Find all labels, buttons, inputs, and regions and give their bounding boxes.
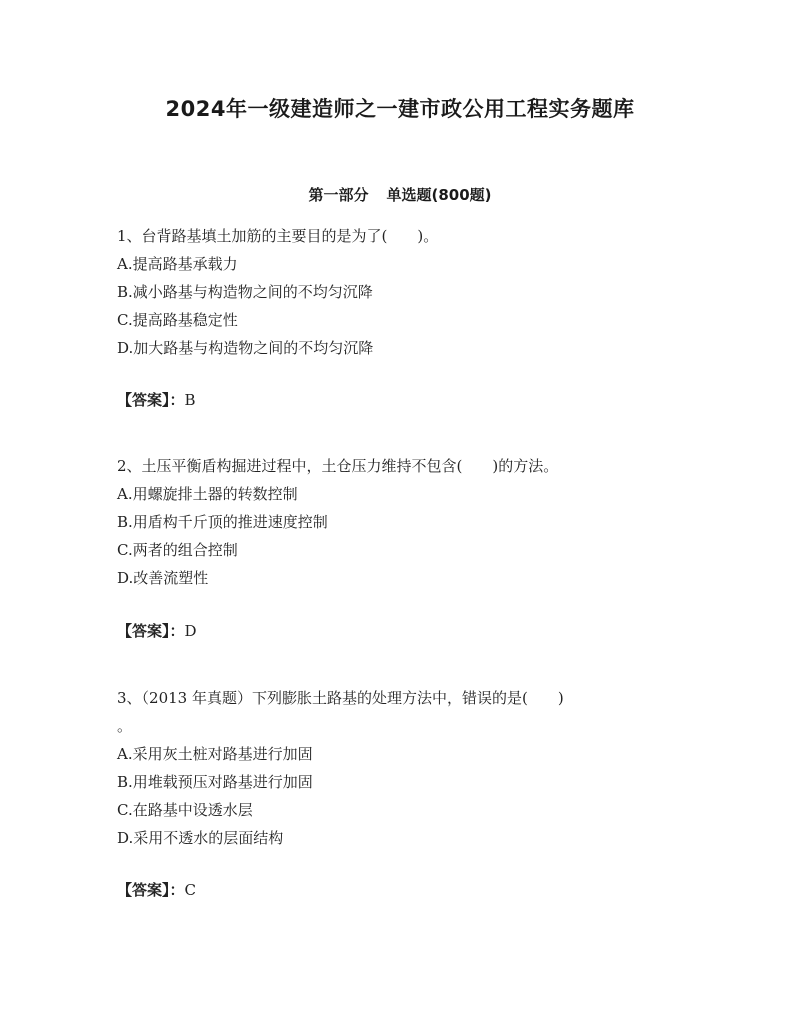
answer-label: 【答案】：: [117, 622, 185, 640]
section-name: 单选题(800题): [386, 186, 492, 204]
answer-value: C: [184, 881, 196, 899]
question-stem-line-1: 3、（2013 年真题）下列膨胀土路基的处理方法中，错误的是( ): [117, 689, 564, 707]
section-part: 第一部分: [308, 186, 369, 204]
answer-value: D: [184, 622, 197, 640]
question-stem: 2、土压平衡盾构掘进过程中，土仓压力维持不包含( )的方法。: [117, 457, 559, 475]
option-b: B.用堆载预压对路基进行加固: [117, 773, 313, 791]
question-stem-line-2: 。: [117, 717, 133, 735]
option-c: C.提高路基稳定性: [117, 311, 238, 329]
option-d: D.改善流塑性: [117, 569, 209, 587]
question-2: [117, 452, 677, 592]
answer-label: 【答案】：: [117, 881, 185, 899]
section-title: [0, 184, 800, 205]
answer-label: 【答案】：: [117, 391, 185, 409]
answer-value: B: [184, 391, 196, 409]
document-title: 2024年一级建造师之一建市政公用工程实务题库: [165, 97, 635, 121]
option-b: B.用盾构千斤顶的推进速度控制: [117, 513, 328, 531]
option-a: A.提高路基承载力: [117, 255, 238, 273]
answer-1: [117, 386, 196, 414]
answer-2: [117, 617, 197, 645]
answer-3: [117, 876, 196, 904]
option-c: C.在路基中设透水层: [117, 801, 253, 819]
option-d: D.采用不透水的层面结构: [117, 829, 284, 847]
question-1: [117, 222, 677, 362]
option-c: C.两者的组合控制: [117, 541, 238, 559]
option-a: A.采用灰土桩对路基进行加固: [117, 745, 313, 763]
option-d: D.加大路基与构造物之间的不均匀沉降: [117, 339, 374, 357]
question-stem: 1、台背路基填土加筋的主要目的是为了( )。: [117, 227, 439, 245]
option-b: B.减小路基与构造物之间的不均匀沉降: [117, 283, 373, 301]
question-3: [117, 684, 677, 852]
option-a: A.用螺旋排土器的转数控制: [117, 485, 298, 503]
